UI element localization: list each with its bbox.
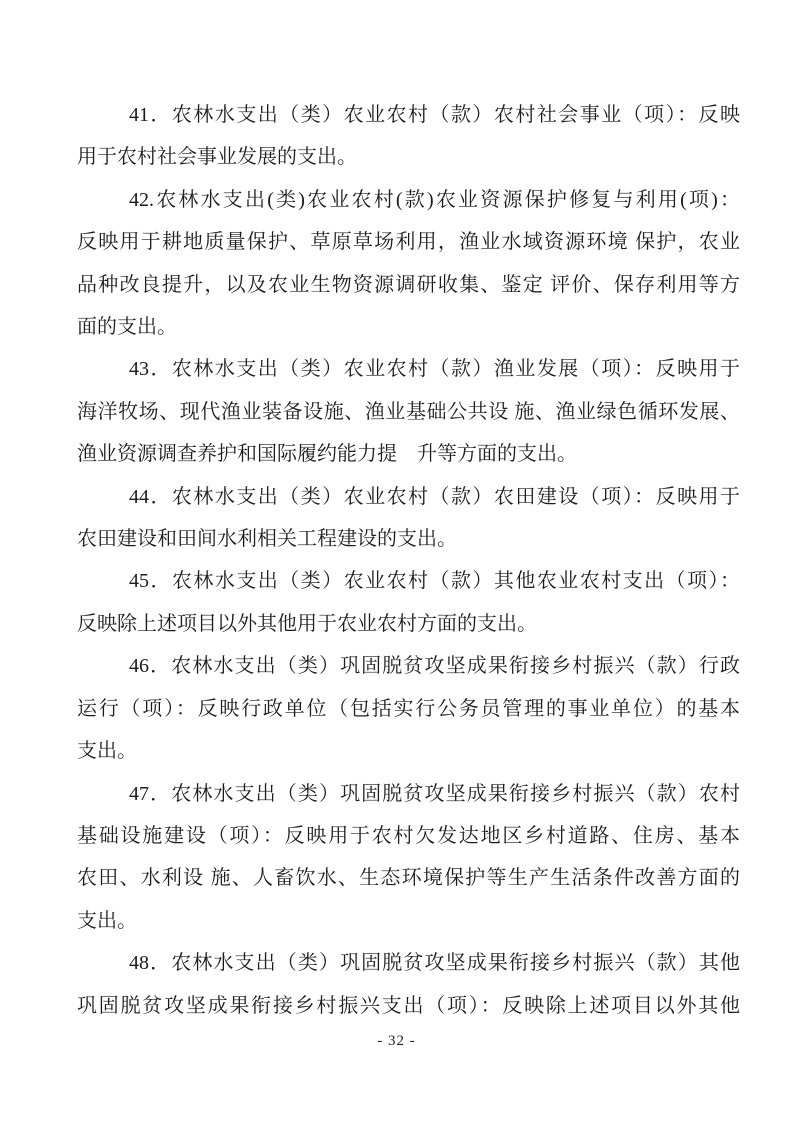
document-body	[77, 94, 740, 1027]
paragraph-line: 48．农林水支出（类）巩固脱贫攻坚成果衔接乡村振兴（款）其他	[129, 952, 740, 975]
paragraph	[77, 773, 740, 943]
paragraph-line: 基础设施建设（项）：反映用于农村欠发达地区乡村道路、住房、基本	[77, 824, 740, 847]
paragraph-line: 面的支出。	[77, 316, 177, 339]
paragraph-line: 反映用于耕地质量保护、草原草场利用，渔业水域资源环境 保护，农业	[77, 231, 740, 254]
paragraph-line: 海洋牧场、现代渔业装备设施、渔业基础公共设 施、渔业绿色循环发展、	[77, 400, 740, 423]
paragraph	[77, 560, 740, 645]
paragraph-line: 42.农林水支出(类)农业农村(款)农业资源保护修复与利用(项)：	[129, 188, 740, 211]
paragraph	[77, 179, 740, 349]
paragraph-line: 45．农林水支出（类）农业农村（款）其他农业农村支出（项）：	[129, 570, 740, 593]
paragraph-line: 品种改良提升，以及农业生物资源调研收集、鉴定 评价、保存利用等方	[77, 273, 740, 296]
paragraph-line: 用于农村社会事业发展的支出。	[77, 146, 357, 169]
paragraph-line: 反映除上述项目以外其他用于农业农村方面的支出。	[77, 612, 537, 635]
paragraph-line: 44．农林水支出（类）农业农村（款）农田建设（项）：反映用于	[129, 485, 740, 508]
paragraph-line: 农田、水利设 施、人畜饮水、生态环境保护等生产生活条件改善方面的	[77, 867, 740, 890]
paragraph	[77, 94, 740, 179]
paragraph-line: 农田建设和田间水利相关工程建设的支出。	[77, 528, 457, 551]
paragraph-line: 41．农林水支出（类）农业农村（款）农村社会事业（项）：反映	[129, 104, 740, 126]
paragraph-line: 47．农林水支出（类）巩固脱贫攻坚成果衔接乡村振兴（款）农村	[129, 782, 740, 805]
paragraph-line: 43．农林水支出（类）农业农村（款）渔业发展（项）：反映用于	[129, 358, 740, 381]
paragraph-line: 支出。	[77, 909, 137, 932]
paragraph-line: 巩固脱贫攻坚成果衔接乡村振兴支出（项）：反映除上述项目以外其他	[77, 994, 740, 1017]
paragraph-line: 支出。	[77, 740, 137, 763]
paragraph-line: 46．农林水支出（类）巩固脱贫攻坚成果衔接乡村振兴（款）行政	[129, 655, 740, 678]
page-number: - 32 -	[377, 1033, 416, 1049]
paragraph	[77, 645, 740, 772]
paragraph-line: 运行（项）：反映行政单位（包括实行公务员管理的事业单位）的基本	[77, 697, 740, 720]
paragraph	[77, 942, 740, 1027]
paragraph-line: 渔业资源调查养护和国际履约能力提 升等方面的支出。	[77, 443, 577, 466]
paragraph	[77, 476, 740, 561]
paragraph	[77, 348, 740, 475]
